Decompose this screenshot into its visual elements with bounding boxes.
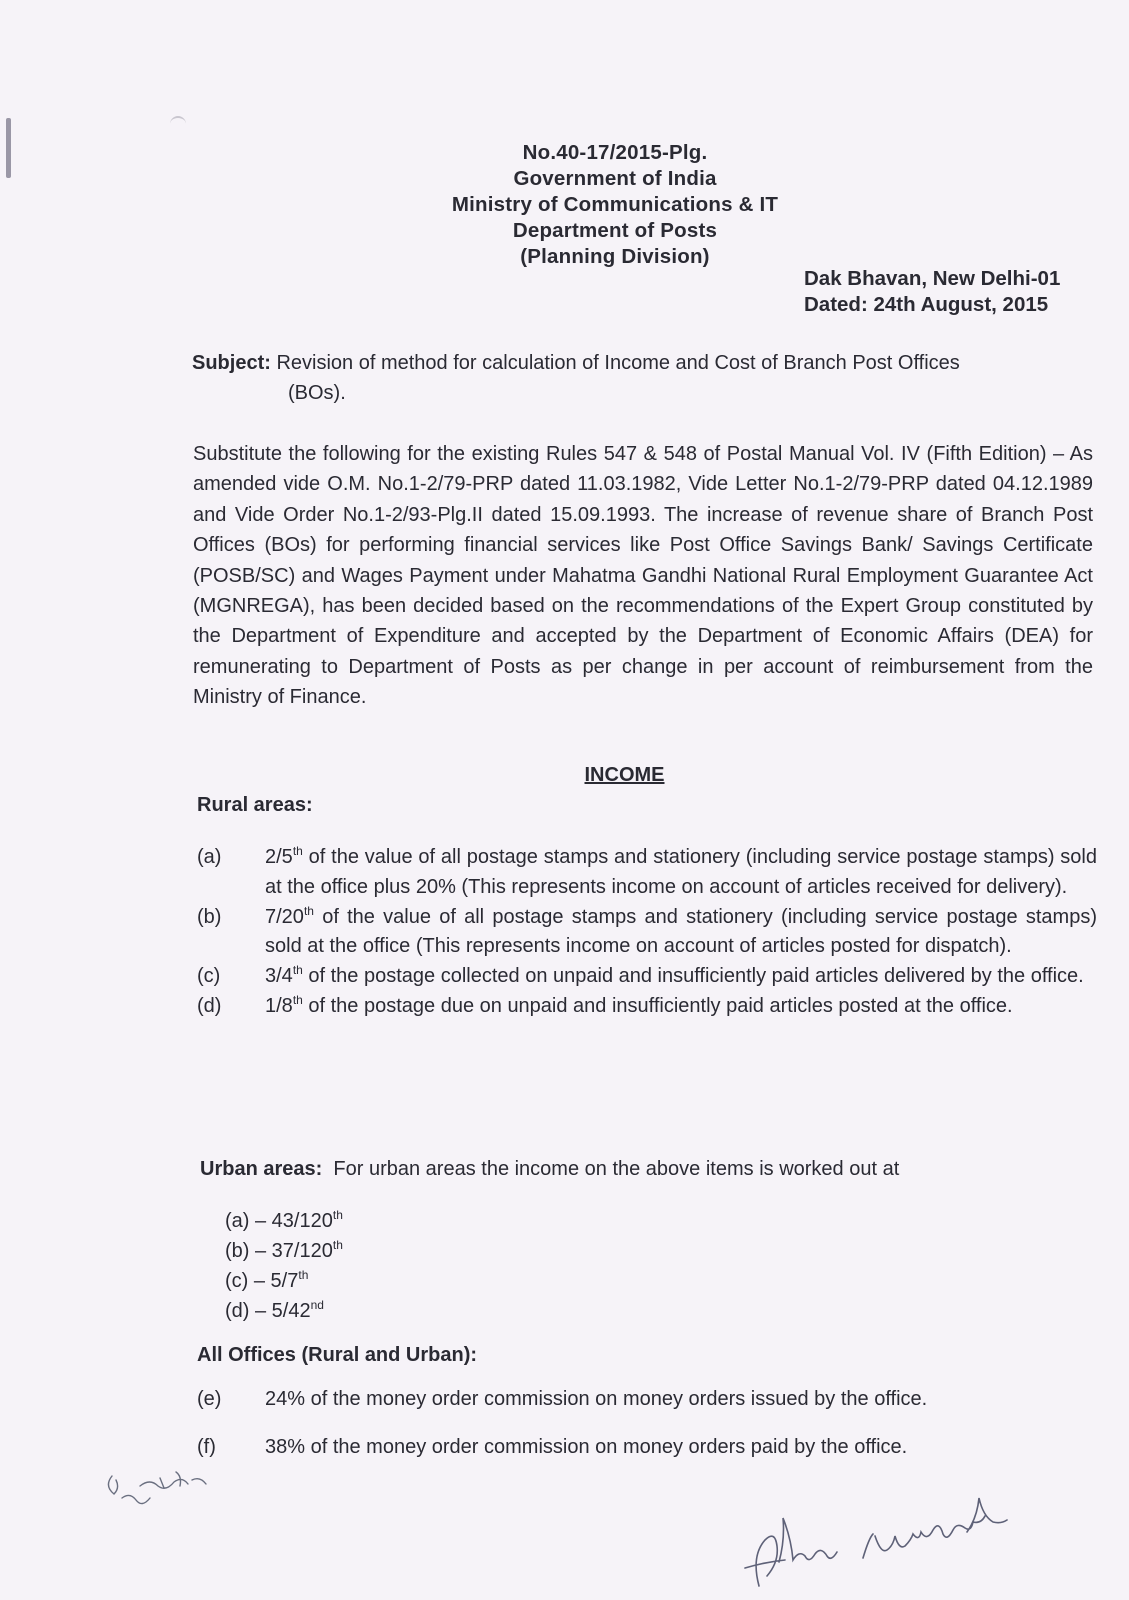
body-paragraph: Substitute the following for the existing Rules 547 & 548 of Postal Manual Vol. IV (Fifth Edition) – As amended vide O.M. No.1-2/79-PRP dated 11.03.1982, Vide Letter No.1-2/79-PRP dated 04.12.1989 and Vide Order No.1-2/93-Plg.II dated 15.09.1993. The increase of revenue share of Branch Post Offices (BOs) for performing financial services like Post Office Savings Bank/ Savings Certificate (POSB/SC) and Wages Payment under Mahatma Gandhi National Rural Employment Guarantee Act (MGNREGA), has been decided based on the recommendations of the Expert Group constituted by the Department of Expenditure and accepted by the Department of Economic Affairs (DEA) for remunerating to Department of Posts as per change in per account of reimbursement from the Ministry of Finance. [193,443,1093,709]
item-key: (b) [197,905,222,928]
department-line: Department of Posts [512,219,718,242]
item-key: (f) [197,1436,216,1458]
item-key: (c) [197,965,221,988]
list-item [197,992,1097,1022]
government-line: Government of India [513,167,717,190]
list-item [197,903,1097,963]
item-fraction: 2/5 [265,846,293,868]
item-key: (d) [197,994,222,1017]
handwritten-initials [100,1458,240,1530]
item-text: 38% of the money order commission on money orders paid by the office. [265,1436,908,1458]
item-key: (e) [197,1388,222,1410]
ordinal-suffix: th [332,1208,343,1222]
ordinal-suffix: th [292,992,303,1007]
letter-header [400,140,830,270]
rural-items-list [197,843,1097,1022]
punch-hole-mark [170,116,186,132]
page-edge-mark [6,118,11,178]
rural-areas-heading: Rural areas: [197,794,313,816]
list-item [225,1206,343,1236]
item-fraction: 3/4 [265,965,293,988]
date-line: Dated: 24th August, 2015 [804,293,1049,316]
list-item [197,1388,1097,1436]
ordinal-suffix: th [332,1238,343,1252]
fraction-label: (b) – 37/120 [225,1240,333,1262]
subject-text: Revision of method for calculation of Income and Cost of Branch Post Offices [276,352,960,374]
item-key: (a) [197,846,222,868]
urban-areas-text: For urban areas the income on the above items is worked out at [333,1158,900,1180]
ordinal-suffix: th [292,844,303,858]
ordinal-suffix: th [292,963,303,978]
income-heading: INCOME [584,764,665,786]
item-text: 24% of the money order commission on money orders issued by the office. [265,1388,928,1410]
urban-areas-heading: Urban areas: [200,1158,323,1180]
fraction-label: (d) – 5/42 [225,1300,311,1322]
subject-block [192,348,1092,408]
item-text: of the postage due on unpaid and insufficiently paid articles posted at the office. [302,994,1013,1017]
item-text: of the value of all postage stamps and stationery (including service postage stamps) sold at the office (This represents income on account of articles posted for dispatch). [265,905,1097,958]
location-line: Dak Bhavan, New Delhi-01 [804,267,1061,290]
item-fraction: 7/20 [265,905,304,928]
all-offices-heading: All Offices (Rural and Urban): [197,1344,478,1366]
list-item [225,1296,343,1326]
place-and-date [804,266,1060,318]
reference-number: No.40-17/2015-Plg. [522,141,708,164]
item-text: of the value of all postage stamps and stationery (including service postage stamps) sold at the office plus 20% (This represents income on account of articles received for delivery). [265,846,1097,898]
fraction-label: (a) – 43/120 [225,1210,333,1232]
item-text: of the postage collected on unpaid and insufficiently paid articles delivered by the office. [302,965,1084,988]
division-line: (Planning Division) [520,245,710,268]
list-item [225,1266,343,1296]
urban-fractions-list [225,1206,343,1326]
subject-text-continued: (BOs). [288,382,346,404]
list-item [225,1236,343,1266]
fraction-label: (c) – 5/7 [225,1270,299,1292]
ordinal-suffix: th [298,1268,309,1282]
subject-label: Subject: [192,352,271,374]
urban-areas-line [200,1158,899,1181]
list-item [197,962,1097,992]
ministry-line: Ministry of Communications & IT [451,193,779,216]
ordinal-suffix: th [303,903,314,918]
item-fraction: 1/8 [265,994,293,1017]
list-item [197,843,1097,903]
signature [735,1476,1055,1600]
ordinal-suffix: nd [310,1298,324,1312]
all-offices-items-list [197,1388,1097,1484]
